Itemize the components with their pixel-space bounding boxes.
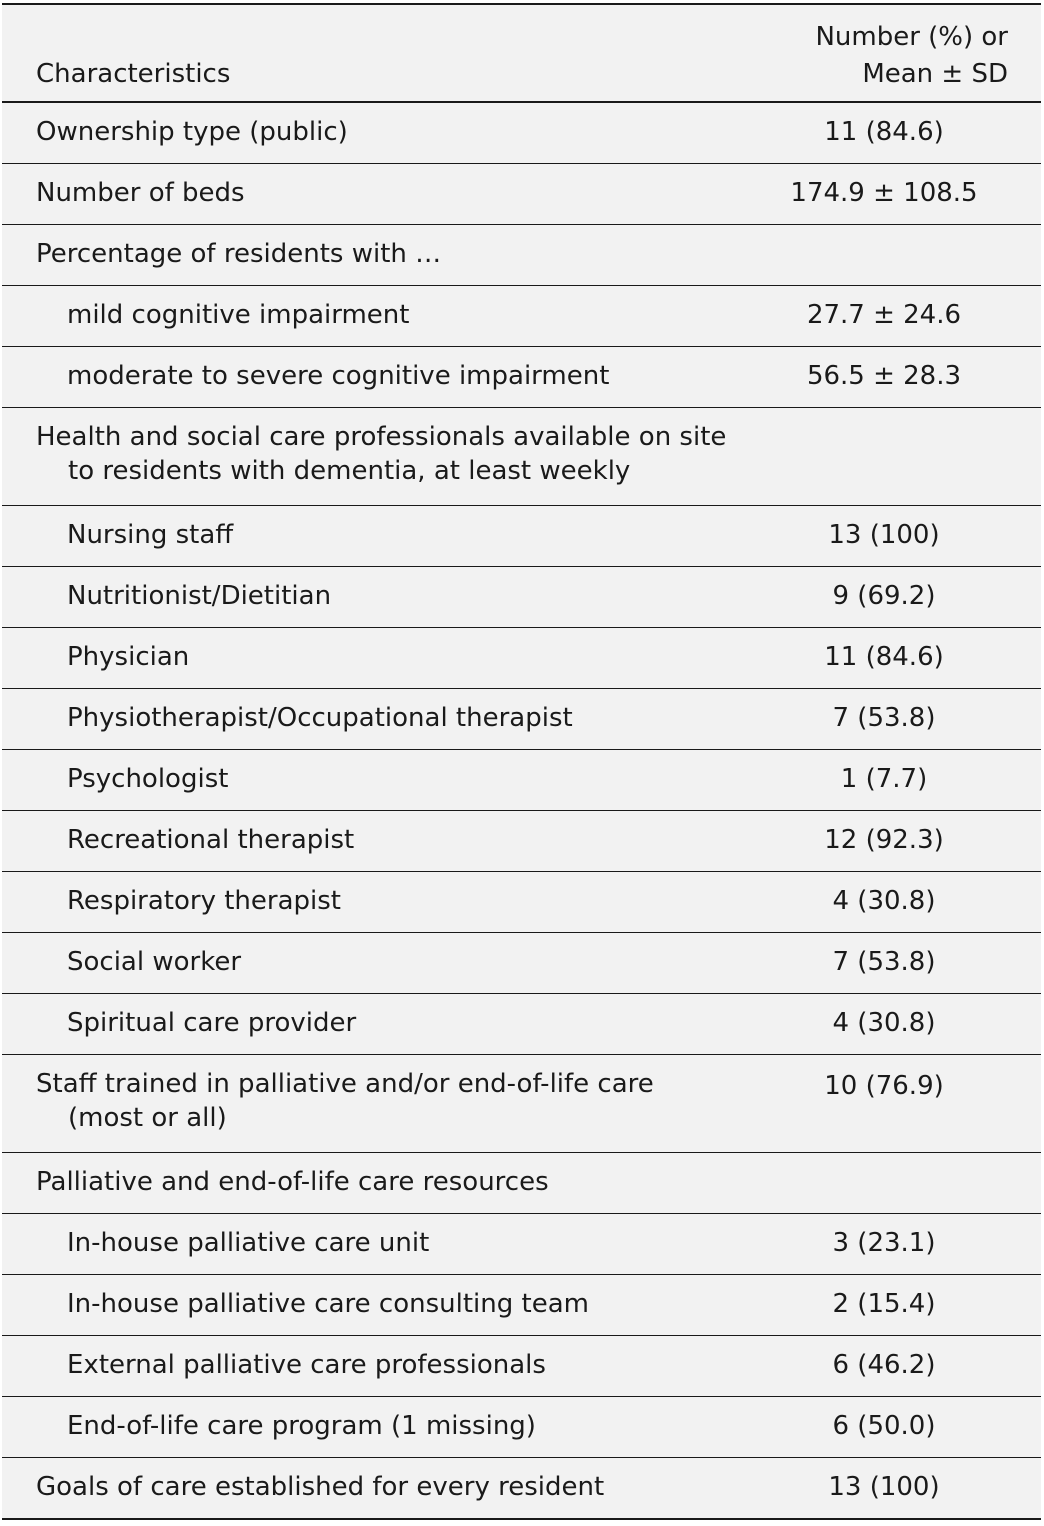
header-characteristics: Characteristics <box>36 59 231 89</box>
row-label: Physiotherapist/Occupational therapist <box>67 703 573 733</box>
row-value: 10 (76.9) <box>824 1071 944 1101</box>
row-value: 9 (69.2) <box>832 581 936 611</box>
row-label-line1: Health and social care professionals available on site <box>36 422 727 452</box>
table-row-section <box>2 1152 1041 1213</box>
table-row <box>2 102 1041 163</box>
row-label: In-house palliative care consulting team <box>67 1289 589 1319</box>
table-header <box>2 5 1041 102</box>
row-label <box>36 420 736 488</box>
row-label <box>36 1067 736 1135</box>
table-row <box>2 1054 1041 1152</box>
table-row <box>2 505 1041 566</box>
header-value-line2: Mean ± SD <box>862 59 1008 89</box>
table-row <box>2 810 1041 871</box>
row-label-line2: (most or all) <box>68 1103 227 1133</box>
row-label: Spiritual care provider <box>67 1008 357 1038</box>
row-label: Social worker <box>67 947 242 977</box>
table-row <box>2 1213 1041 1274</box>
row-label: Palliative and end-of-life care resources <box>36 1167 549 1197</box>
table-row <box>2 1274 1041 1335</box>
row-value: 4 (30.8) <box>832 886 936 916</box>
row-value: 12 (92.3) <box>824 825 944 855</box>
table-row <box>2 749 1041 810</box>
row-label: Number of beds <box>36 178 245 208</box>
table-row <box>2 163 1041 224</box>
characteristics-table <box>2 3 1041 1520</box>
header-value <box>815 19 1008 93</box>
row-label: mild cognitive impairment <box>67 300 410 330</box>
table-row <box>2 346 1041 407</box>
row-label: Respiratory therapist <box>67 886 341 916</box>
row-label: Psychologist <box>67 764 229 794</box>
row-label: Nutritionist/Dietitian <box>67 581 332 611</box>
row-value: 7 (53.8) <box>832 947 936 977</box>
row-value: 4 (30.8) <box>832 1008 936 1038</box>
row-value: 13 (100) <box>828 520 940 550</box>
row-label-line1: Staff trained in palliative and/or end-of-life care <box>36 1069 654 1099</box>
table-row <box>2 993 1041 1054</box>
row-label: Percentage of residents with … <box>36 239 442 269</box>
row-value: 7 (53.8) <box>832 703 936 733</box>
row-value: 3 (23.1) <box>832 1228 936 1258</box>
row-label: Goals of care established for every resident <box>36 1472 605 1502</box>
row-label: End-of-life care program (1 missing) <box>67 1411 536 1441</box>
table-row-section <box>2 224 1041 285</box>
row-label-line2: to residents with dementia, at least weekly <box>68 456 631 486</box>
table-row <box>2 688 1041 749</box>
row-label: Nursing staff <box>67 520 234 550</box>
table-row <box>2 566 1041 627</box>
row-value: 174.9 ± 108.5 <box>790 178 978 208</box>
table-row <box>2 627 1041 688</box>
table-row <box>2 1457 1041 1518</box>
table-row <box>2 871 1041 932</box>
row-value: 1 (7.7) <box>840 764 928 794</box>
header-value-line1: Number (%) or <box>815 22 1008 52</box>
row-value: 13 (100) <box>828 1472 940 1502</box>
row-value: 27.7 ± 24.6 <box>806 300 962 330</box>
table-row <box>2 1335 1041 1396</box>
table-row <box>2 1396 1041 1457</box>
table-row-section <box>2 407 1041 505</box>
row-label: Physician <box>67 642 190 672</box>
row-value: 2 (15.4) <box>832 1289 936 1319</box>
row-label: moderate to severe cognitive impairment <box>67 361 610 391</box>
row-label: Recreational therapist <box>67 825 355 855</box>
table-row <box>2 932 1041 993</box>
row-value: 11 (84.6) <box>824 117 944 147</box>
row-value: 56.5 ± 28.3 <box>806 361 962 391</box>
row-value: 6 (46.2) <box>832 1350 936 1380</box>
row-value: 11 (84.6) <box>824 642 944 672</box>
row-value: 6 (50.0) <box>832 1411 936 1441</box>
table-row <box>2 285 1041 346</box>
row-label: In-house palliative care unit <box>67 1228 430 1258</box>
row-label: Ownership type (public) <box>36 117 348 147</box>
row-label: External palliative care professionals <box>67 1350 546 1380</box>
